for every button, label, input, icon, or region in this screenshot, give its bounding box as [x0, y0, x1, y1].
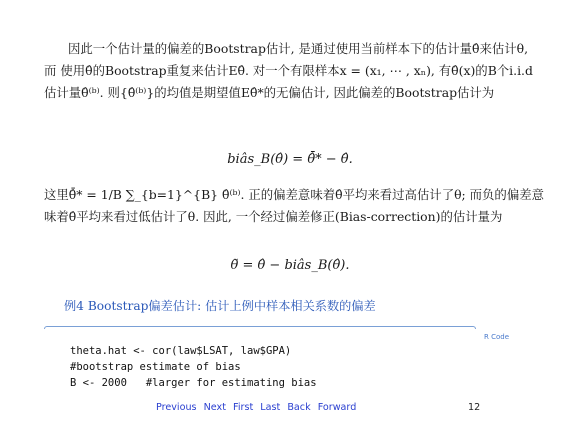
code-line: B <- 2000 #larger for estimating bias: [70, 377, 317, 389]
formula-corrected-estimator: θ̃ = θ̂ − biâs_B(θ̂).: [230, 258, 350, 273]
paragraph-bias-correction: 这里θ̂̄* = 1/B ∑_{b=1}^{B} θ̂⁽ᵇ⁾. 正的偏差意味着θ̂平均来看过高估计了θ; 而负的偏差意味着θ̂平均来看过低估计了θ. 因此, 一个经过偏差修正(Bias-correction)的估计量为: [44, 187, 544, 224]
code-block: [70, 343, 317, 391]
nav-previous-link[interactable]: Previous: [156, 402, 197, 413]
code-box-frame: [44, 326, 476, 329]
nav-back-link[interactable]: Back: [287, 402, 311, 413]
code-tag: R Code: [484, 333, 510, 341]
nav-first-link[interactable]: First: [233, 402, 254, 413]
nav-bar: [156, 402, 360, 413]
paragraph-bias-definition: 因此一个估计量的偏差的Bootstrap估计, 是通过使用当前样本下的估计量θ̂来估计θ, 而 使用θ̂的Bootstrap重复来估计Eθ̂. 对一个有限样本x = (x₁, ⋯ , xₙ), 有θ̂(x)的B个i.i.d估计量θ̂⁽ᵇ⁾. 则{θ̂⁽ᵇ⁾}的均值是期望值Eθ̂*的无偏估计, 因此偏差的Bootstrap估计为: [44, 41, 533, 100]
nav-next-link[interactable]: Next: [203, 402, 226, 413]
code-line: theta.hat <- cor(law$LSAT, law$GPA): [70, 345, 292, 357]
formula-bias-estimate: biâs_B(θ̂) = θ̂̄* − θ̂.: [227, 152, 353, 167]
page-number: 12: [468, 402, 481, 413]
code-line: #bootstrap estimate of bias: [70, 361, 241, 373]
nav-last-link[interactable]: Last: [260, 402, 281, 413]
example-title: 例4 Bootstrap偏差估计: 估计上例中样本相关系数的偏差: [64, 299, 376, 313]
nav-forward-link[interactable]: Forward: [317, 402, 357, 413]
